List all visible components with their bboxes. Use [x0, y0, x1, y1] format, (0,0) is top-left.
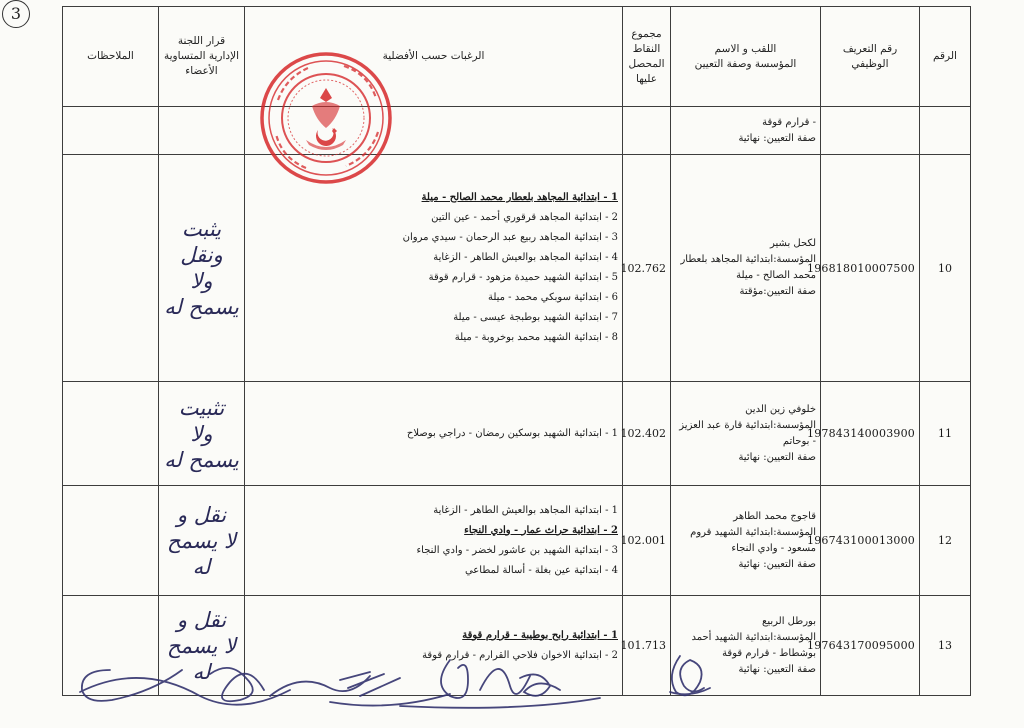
table-row [63, 596, 971, 696]
signature-stroke [400, 698, 600, 708]
employee-id: 196743100013000 [821, 486, 920, 596]
notes-cell [63, 155, 159, 382]
header-preferences: الرغبات حسب الأفضلية [245, 7, 623, 107]
table-row-partial [63, 107, 971, 155]
preference-item: 1 - ابتدائية الشهيد بوسكين رمضان - دراجي بوصلاح [406, 427, 618, 439]
row-number: 10 [920, 155, 971, 382]
employee-name: خلوفي زين الدين [745, 403, 816, 415]
table-row [63, 382, 971, 486]
preference-item: 3 - ابتدائية المجاهد ربيع عبد الرحمان - سيدي مروان [402, 232, 618, 243]
employee-name: قاجوج محمد الطاهر [733, 510, 816, 522]
employee-status: صفة التعيين: نهائية [738, 558, 816, 570]
committee-decision [159, 155, 245, 382]
table-row [63, 155, 971, 382]
employee-institution: المؤسسة:ابتدائية الشهيد أحمد بوشطاط - قرارم قوقة [691, 631, 816, 659]
notes-cell [63, 596, 159, 696]
decision-note: لا يسمح له [167, 528, 236, 579]
notes-cell [63, 382, 159, 486]
score: 101.713 [623, 596, 671, 696]
preference-item: 5 - ابتدائية الشهيد حميدة مزهود - قرارم قوقة [428, 272, 618, 283]
employee-institution: المؤسسة:ابتدائية قارة عبد العزيز - بوحاتم [679, 419, 816, 447]
decision-note: ولا يسمح له [164, 421, 239, 472]
preference-item: 3 - ابتدائية الشهيد بن عاشور لخضر - وادي النجاء [416, 544, 618, 556]
score: 102.762 [623, 155, 671, 382]
preference-item: 4 - ابتدائية المجاهد بوالعيش الطاهر - الزغاية [433, 252, 618, 263]
employee-info-cell [671, 486, 821, 596]
employee-id: 197643170095000 [821, 596, 920, 696]
preference-item: 6 - ابتدائية سوبكي محمد - ميلة [487, 292, 618, 303]
row-number: 12 [920, 486, 971, 596]
employee-id: 196818010007500 [821, 155, 920, 382]
preference-item: 8 - ابتدائية الشهيد محمد بوخروبة - ميلة [454, 332, 618, 343]
table-row [63, 486, 971, 596]
header-notes: الملاحظات [63, 7, 159, 107]
header-name-line1: اللقب و الاسم [714, 42, 777, 55]
employee-info-cell [671, 382, 821, 486]
header-name-line2: المؤسسة وصفة التعيين [694, 57, 797, 70]
header-committee: قرار اللجنة الإدارية المتساوية الأعضاء [159, 7, 245, 107]
employee-status: صفة التعيين:مؤقتة [739, 286, 816, 297]
appointments-table [62, 6, 971, 696]
header-id: رقم التعريف الوظيفي [821, 7, 920, 107]
score: 102.001 [623, 486, 671, 596]
preference-item: 4 - ابتدائية عين بغلة - أسالة لمطاعي [464, 564, 618, 576]
decision-note: لا يسمح له [167, 633, 236, 684]
committee-decision [159, 486, 245, 596]
decision-text: نقل و [176, 607, 227, 632]
employee-status: صفة التعيين: نهائية [738, 663, 816, 675]
preference-item: 1 - ابتدائية رابح بوطيبة - قرارم قوقة [462, 629, 618, 641]
page-number-mark: 3 [2, 0, 30, 28]
preferences-cell [245, 382, 623, 486]
preference-item: 2 - ابتدائية المجاهد قرقوري أحمد - عين التين [431, 212, 618, 223]
preference-item: 1 - ابتدائية المجاهد بوالعيش الطاهر - الزغاية [433, 504, 618, 516]
employee-name: لكحل بشير [769, 238, 816, 249]
preferences-cell [245, 155, 623, 382]
decision-text: نقل و [176, 502, 227, 527]
decision-text: يثبت ونقل [180, 217, 223, 267]
header-row [63, 7, 971, 107]
header-num: الرقم [920, 7, 971, 107]
preferences-cell [245, 486, 623, 596]
employee-info-cell [671, 596, 821, 696]
score: 102.402 [623, 382, 671, 486]
preference-item: 1 - ابتدائية المجاهد بلعطار محمد الصالح - ميلة [421, 192, 618, 203]
header-score: مجموع النقاط المحصل عليها [623, 7, 671, 107]
notes-cell [63, 486, 159, 596]
preferences-cell [245, 596, 623, 696]
employee-info-cell [671, 155, 821, 382]
preference-item: 2 - ابتدائية حراث عمار - وادي النجاء [464, 524, 618, 536]
committee-decision [159, 596, 245, 696]
decision-note: ولا يسمح له [164, 269, 239, 319]
partial-row-line1: - قرارم قوقة [762, 116, 816, 128]
row-number: 11 [920, 382, 971, 486]
decision-text: تثبيت [178, 395, 225, 420]
header-name [671, 7, 821, 107]
partial-row-line2: صفة التعيين: نهائية [738, 132, 816, 144]
employee-institution: المؤسسة:ابتدائية المجاهد بلعطار محمد الصالح - ميلة [680, 254, 816, 281]
employee-institution: المؤسسة:ابتدائية الشهيد قروم مسعود - وادي النجاء [690, 526, 816, 554]
partial-row-name-cell [671, 107, 821, 155]
employee-name: بورطل الربيع [762, 615, 816, 627]
row-number: 13 [920, 596, 971, 696]
preference-item: 2 - ابتدائية الاخوان فلاحي القرارم - قرارم قوقة [422, 649, 618, 661]
preference-item: 7 - ابتدائية الشهيد بوطبجة عيسى - ميلة [453, 312, 618, 323]
employee-id: 197843140003900 [821, 382, 920, 486]
employee-status: صفة التعيين: نهائية [738, 451, 816, 463]
committee-decision [159, 382, 245, 486]
